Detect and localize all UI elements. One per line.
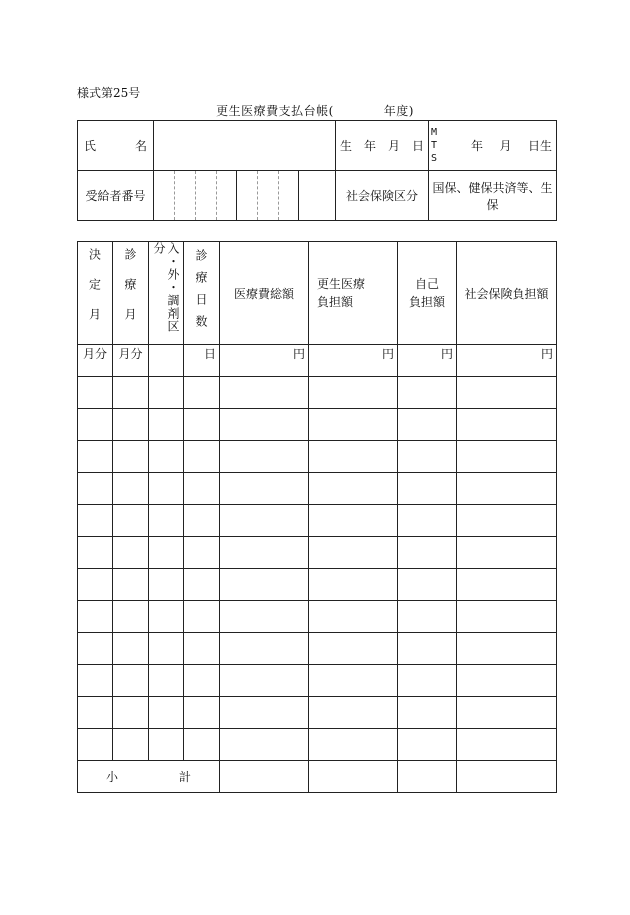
- birth-date-field[interactable]: M T S 年 月 日生: [429, 121, 557, 171]
- cell[interactable]: [398, 601, 457, 633]
- recipient-number-digit[interactable]: [154, 171, 175, 221]
- header-self-burden: 自己 負担額: [398, 242, 457, 345]
- table-row: [78, 537, 557, 569]
- cell[interactable]: [457, 377, 557, 409]
- cell[interactable]: [457, 473, 557, 505]
- cell[interactable]: [78, 537, 113, 569]
- name-field[interactable]: [154, 121, 336, 171]
- name-label: 氏 名: [78, 121, 154, 171]
- table-row: [78, 633, 557, 665]
- cell[interactable]: [78, 505, 113, 537]
- cell[interactable]: [309, 377, 398, 409]
- cell[interactable]: [149, 601, 184, 633]
- table-row: [78, 697, 557, 729]
- payment-ledger-table: [77, 241, 557, 793]
- cell[interactable]: [78, 473, 113, 505]
- form-number: 様式第25号: [77, 86, 141, 100]
- cell[interactable]: [220, 665, 309, 697]
- cell[interactable]: [149, 441, 184, 473]
- cell[interactable]: [184, 473, 220, 505]
- cell[interactable]: [309, 441, 398, 473]
- era-t: T: [431, 140, 438, 151]
- cell[interactable]: [149, 697, 184, 729]
- cell[interactable]: [78, 409, 113, 441]
- cell[interactable]: [220, 729, 309, 761]
- table-row: [78, 377, 557, 409]
- cell[interactable]: [309, 537, 398, 569]
- cell[interactable]: [398, 665, 457, 697]
- cell[interactable]: [149, 345, 184, 377]
- recipient-number-digit[interactable]: [196, 171, 217, 221]
- cell[interactable]: [457, 537, 557, 569]
- table-row: [78, 729, 557, 761]
- recipient-number-digit[interactable]: [279, 171, 299, 221]
- cell[interactable]: [78, 441, 113, 473]
- subtotal-social-insurance[interactable]: [457, 761, 557, 793]
- cell[interactable]: [184, 505, 220, 537]
- cell[interactable]: [220, 377, 309, 409]
- cell[interactable]: [220, 473, 309, 505]
- cell[interactable]: [398, 409, 457, 441]
- recipient-number-digit[interactable]: [237, 171, 258, 221]
- cell[interactable]: [398, 441, 457, 473]
- cell[interactable]: [309, 569, 398, 601]
- cell[interactable]: [220, 697, 309, 729]
- unit-yen[interactable]: 円: [398, 345, 457, 377]
- unit-yen[interactable]: 円: [309, 345, 398, 377]
- cell[interactable]: [309, 473, 398, 505]
- recipient-number-digit[interactable]: [175, 171, 196, 221]
- cell[interactable]: [184, 697, 220, 729]
- cell[interactable]: [184, 409, 220, 441]
- header-category: 入・外・調剤区分: [149, 242, 184, 345]
- subtotal-label: 小 計: [78, 761, 220, 793]
- recipient-number-digit[interactable]: [258, 171, 279, 221]
- cell[interactable]: [398, 537, 457, 569]
- cell[interactable]: [149, 569, 184, 601]
- cell[interactable]: [220, 409, 309, 441]
- table-row: [78, 665, 557, 697]
- cell[interactable]: [149, 505, 184, 537]
- era-m: M: [431, 127, 438, 138]
- cell[interactable]: [149, 377, 184, 409]
- table-row: [78, 601, 557, 633]
- cell[interactable]: [184, 665, 220, 697]
- document-title: 更生医療費支払台帳( 年度): [216, 104, 414, 118]
- cell[interactable]: [398, 569, 457, 601]
- unit-yen[interactable]: 円: [220, 345, 309, 377]
- header-rehab-burden: 更生医療 負担額: [309, 242, 398, 345]
- cell[interactable]: [398, 729, 457, 761]
- cell[interactable]: [398, 377, 457, 409]
- header-treatment-month: 診療月: [113, 242, 149, 345]
- cell[interactable]: [113, 569, 149, 601]
- cell[interactable]: [149, 729, 184, 761]
- cell[interactable]: [113, 537, 149, 569]
- cell[interactable]: [220, 601, 309, 633]
- cell[interactable]: [309, 505, 398, 537]
- cell[interactable]: [78, 729, 113, 761]
- table-row: [78, 505, 557, 537]
- cell[interactable]: [309, 729, 398, 761]
- cell[interactable]: [309, 665, 398, 697]
- subtotal-row: [78, 761, 557, 793]
- cell[interactable]: [184, 377, 220, 409]
- cell[interactable]: [457, 409, 557, 441]
- birth-date-label: 生 年 月 日: [336, 121, 429, 171]
- cell[interactable]: [457, 441, 557, 473]
- cell[interactable]: [457, 729, 557, 761]
- table-row: [78, 569, 557, 601]
- cell[interactable]: [184, 729, 220, 761]
- cell[interactable]: [113, 601, 149, 633]
- social-insurance-label: 社会保険区分: [336, 171, 429, 221]
- cell[interactable]: [457, 665, 557, 697]
- cell[interactable]: [78, 569, 113, 601]
- header-social-insurance-burden: 社会保険負担額: [457, 242, 557, 345]
- cell[interactable]: [78, 697, 113, 729]
- cell[interactable]: [184, 537, 220, 569]
- social-insurance-options: 国保、健保共済等、生保: [429, 171, 557, 221]
- cell[interactable]: [309, 633, 398, 665]
- cell[interactable]: [113, 441, 149, 473]
- recipient-number-label: 受給者番号: [78, 171, 154, 221]
- cell[interactable]: [457, 569, 557, 601]
- table-row: [78, 345, 557, 377]
- cell[interactable]: [398, 697, 457, 729]
- cell[interactable]: [113, 633, 149, 665]
- cell[interactable]: [220, 633, 309, 665]
- cell[interactable]: [309, 601, 398, 633]
- cell[interactable]: [184, 601, 220, 633]
- cell[interactable]: [398, 633, 457, 665]
- cell[interactable]: [113, 377, 149, 409]
- recipient-number-digit[interactable]: [299, 171, 336, 221]
- cell[interactable]: [149, 473, 184, 505]
- cell[interactable]: [457, 633, 557, 665]
- cell[interactable]: [309, 409, 398, 441]
- subtotal-total-cost[interactable]: [220, 761, 309, 793]
- cell[interactable]: [457, 505, 557, 537]
- cell[interactable]: [220, 505, 309, 537]
- cell[interactable]: [113, 409, 149, 441]
- cell[interactable]: [149, 537, 184, 569]
- recipient-info-table: [77, 120, 557, 221]
- cell[interactable]: [457, 601, 557, 633]
- header-total-cost: 医療費総額: [220, 242, 309, 345]
- header-decision-month: 決定月: [78, 242, 113, 345]
- cell[interactable]: [149, 409, 184, 441]
- cell[interactable]: [113, 697, 149, 729]
- unit-day[interactable]: 日: [184, 345, 220, 377]
- unit-month[interactable]: 月分: [78, 345, 113, 377]
- cell[interactable]: [113, 505, 149, 537]
- subtotal-rehab-burden[interactable]: [309, 761, 398, 793]
- cell[interactable]: [78, 633, 113, 665]
- cell[interactable]: [457, 697, 557, 729]
- cell[interactable]: [220, 569, 309, 601]
- cell[interactable]: [113, 729, 149, 761]
- cell[interactable]: [398, 473, 457, 505]
- cell[interactable]: [113, 665, 149, 697]
- cell[interactable]: [398, 505, 457, 537]
- unit-month[interactable]: 月分: [113, 345, 149, 377]
- cell[interactable]: [220, 441, 309, 473]
- cell[interactable]: [149, 665, 184, 697]
- header-treatment-days: 診療日数: [184, 242, 220, 345]
- recipient-number-digit[interactable]: [217, 171, 237, 221]
- cell[interactable]: [184, 441, 220, 473]
- table-row: [78, 473, 557, 505]
- cell[interactable]: [113, 473, 149, 505]
- subtotal-self-burden[interactable]: [398, 761, 457, 793]
- cell[interactable]: [78, 601, 113, 633]
- cell[interactable]: [184, 569, 220, 601]
- cell[interactable]: [220, 537, 309, 569]
- cell[interactable]: [184, 633, 220, 665]
- unit-yen[interactable]: 円: [457, 345, 557, 377]
- cell[interactable]: [149, 633, 184, 665]
- table-row: [78, 441, 557, 473]
- cell[interactable]: [78, 377, 113, 409]
- table-row: [78, 409, 557, 441]
- era-s: S: [431, 153, 438, 164]
- cell[interactable]: [309, 697, 398, 729]
- cell[interactable]: [78, 665, 113, 697]
